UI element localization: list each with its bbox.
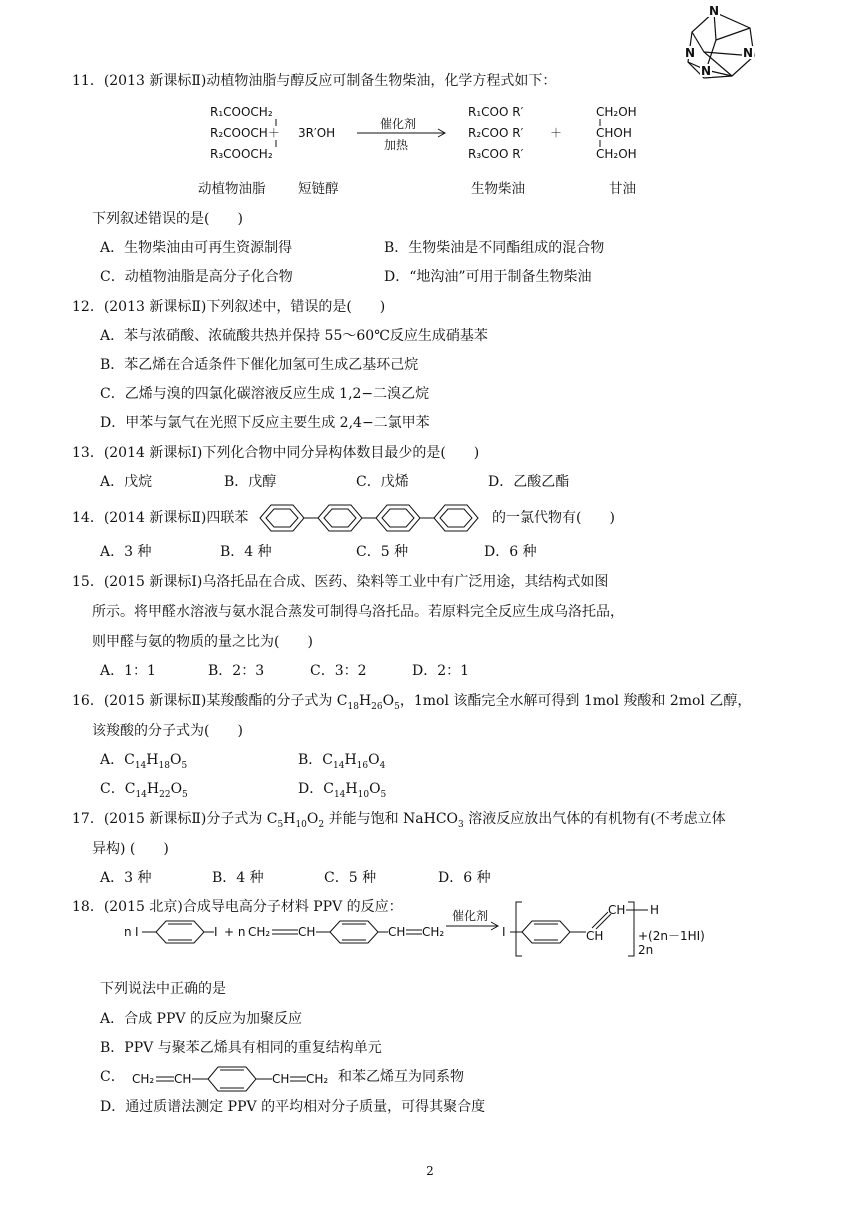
q14-option-d: D．6 种 — [484, 544, 537, 560]
q18-eq-ch-2: CH — [388, 925, 406, 939]
q12-option-a: A．苯与浓硝酸、浓硫酸共热并保持 55～60℃反应生成硝基苯 — [100, 328, 488, 344]
q11-glycerol-line-2: CHOH — [596, 126, 632, 140]
q17-option-a: A．3 种 — [100, 870, 152, 886]
q18-eq-ch-1: CH — [298, 925, 316, 939]
hexamine-n-right: N — [743, 46, 754, 60]
q14-stem-prefix: 14．(2014 新课标Ⅱ)四联苯 — [72, 510, 249, 526]
q17-line-2: 异构) ( ) — [92, 841, 169, 857]
q18-eq-plus-n: + n — [224, 925, 246, 939]
q11-option-c: C．动植物油脂是高分子化合物 — [100, 269, 293, 285]
q16-line-1: 16．(2015 新课标Ⅱ)某羧酸酯的分子式为 $C_{18}H_{26}O_5$，1mol 该酯完全水解可得到 1mol 羧酸和 2mol 乙醇， — [72, 693, 752, 712]
q11-option-a: A．生物柴油由可再生资源制得 — [100, 240, 293, 256]
q11-reaction-equation — [200, 100, 660, 172]
q18-option-c-suffix: 和苯乙烯互为同系物 — [338, 1069, 464, 1085]
page-number: 2 — [426, 1164, 434, 1178]
q13-option-d: D．乙酸乙酯 — [488, 474, 570, 490]
q18-option-a: A．合成 PPV 的反应为加聚反应 — [100, 1011, 302, 1027]
hexamine-n-bottom: N — [701, 64, 712, 78]
q18-eq-catalyst: 催化剂 — [452, 909, 489, 923]
q11-option-d: D．“地沟油”可用于制备生物柴油 — [384, 269, 592, 285]
q18-eq-i-right: I — [214, 925, 218, 939]
q17-option-c: C．5 种 — [324, 870, 377, 886]
q18-option-c-letter: C． — [100, 1069, 125, 1085]
q18-eq-ch2-left: CH₂ — [248, 925, 271, 939]
q18-option-c-structure — [128, 1062, 336, 1096]
q18-eq-byproduct: +(2n－1HI) — [638, 929, 705, 943]
q11-caption-fat: 动植物油脂 — [198, 181, 266, 197]
q18-sub-stem: 下列说法中正确的是 — [100, 981, 226, 997]
q11-alcohol: 3R′OH — [298, 126, 336, 140]
q13-option-c: C．戊烯 — [356, 474, 409, 490]
q11-option-b: B．生物柴油是不同酯组成的混合物 — [384, 240, 605, 256]
q13-stem: 13．(2014 新课标Ⅰ)下列化合物中同分异构体数目最少的是( ) — [72, 445, 480, 461]
q18-eq-ch-up: CH — [608, 903, 626, 917]
quaterphenyl-structure — [256, 500, 490, 536]
q11-reactant-line-3: R₃COOCH₂ — [210, 147, 273, 161]
q15-line-2: 所示。将甲醛水溶液与氨水混合蒸发可制得乌洛托品。若原料完全反应生成乌洛托品， — [92, 604, 624, 620]
q15-option-c: C．3：2 — [310, 663, 367, 679]
q11-reactant-line-1: R₁COOCH₂ — [210, 105, 273, 119]
q14-option-a: A．3 种 — [100, 544, 152, 560]
q11-product-line-2: R₂COO R′ — [468, 126, 524, 140]
q15-line-1: 15．(2015 新课标Ⅰ)乌洛托品在合成、医药、染料等工业中有广泛用途，其结构式如图 — [72, 574, 609, 590]
q16-option-a: A．$C_{14}H_{18}O_5$ — [100, 752, 188, 771]
q12-option-d: D．甲苯与氯气在光照下反应主要生成 2,4−二氯甲苯 — [100, 415, 430, 431]
q17-option-d: D．6 种 — [438, 870, 491, 886]
q18-eq-2n: 2n — [638, 943, 654, 957]
q13-option-b: B．戊醇 — [224, 474, 277, 490]
hexamine-n-left: N — [685, 46, 696, 60]
q17-line-1: 17．(2015 新课标Ⅱ)分子式为 $C_5H_{10}O_2$ 并能与饱和 NaHCO$_3$ 溶液反应放出气体的有机物有(不考虑立体 — [72, 811, 726, 830]
q18-eq-ch-down: CH — [586, 929, 604, 943]
q11-stem: 11．(2013 新课标Ⅱ)动植物油脂与醇反应可制备生物柴油，化学方程式如下： — [72, 73, 557, 89]
q11-caption-glycerol: 甘油 — [609, 181, 636, 197]
q15-option-d: D．2：1 — [412, 663, 470, 679]
q18-eq-ch2-right: CH₂ — [422, 925, 445, 939]
q11-product-line-1: R₁COO R′ — [468, 105, 524, 119]
q18-eq-n: n — [124, 925, 132, 939]
q18-eq-i-product: I — [502, 925, 506, 939]
q11-plus: ＋ — [550, 126, 563, 140]
q11-reactant-line-2: R₂COOCH＋ — [210, 126, 280, 140]
q12-stem: 12．(2013 新课标Ⅱ)下列叙述中，错误的是( ) — [72, 299, 386, 315]
q14-option-c: C．5 种 — [356, 544, 409, 560]
hexamine-n-top: N — [709, 4, 720, 18]
q18-optc-ch2-left: CH₂ — [132, 1072, 155, 1086]
q13-option-a: A．戊烷 — [100, 474, 153, 490]
q11-sub-stem: 下列叙述错误的是( ) — [92, 211, 243, 227]
q18-eq-i-left: I — [135, 925, 139, 939]
q18-option-b: B．PPV 与聚苯乙烯具有相同的重复结构单元 — [100, 1040, 382, 1056]
q17-option-b: B．4 种 — [212, 870, 264, 886]
q16-option-b: B．$C_{14}H_{16}O_4$ — [298, 752, 386, 771]
q18-optc-ch-2: CH — [272, 1072, 290, 1086]
q12-option-c: C．乙烯与溴的四氯化碳溶液反应生成 1,2−二溴乙烷 — [100, 386, 430, 402]
q16-option-c: C．$C_{14}H_{22}O_5$ — [100, 781, 188, 800]
q18-ppv-reaction-equation — [118, 896, 728, 962]
q14-option-b: B．4 种 — [220, 544, 272, 560]
q15-line-3: 则甲醛与氨的物质的量之比为( ) — [92, 634, 313, 650]
q16-option-d: D．$C_{14}H_{10}O_5$ — [298, 781, 387, 800]
q11-catalyst: 催化剂 — [380, 117, 417, 131]
q11-product-line-3: R₃COO R′ — [468, 147, 524, 161]
q16-line-2: 该羧酸的分子式为( ) — [92, 723, 243, 739]
q11-glycerol-line-1: CH₂OH — [596, 105, 637, 119]
q12-option-b: B．苯乙烯在合适条件下催化加氢可生成乙基环己烷 — [100, 357, 419, 373]
q18-option-d: D．通过质谱法测定 PPV 的平均相对分子质量，可得其聚合度 — [100, 1099, 486, 1115]
q18-optc-ch-1: CH — [174, 1072, 192, 1086]
q18-stem: 18．(2015 北京)合成导电高分子材料 PPV 的反应： — [72, 899, 403, 915]
q11-caption-alcohol: 短链醇 — [298, 181, 339, 197]
q11-glycerol-line-3: CH₂OH — [596, 147, 637, 161]
q15-option-b: B．2：3 — [208, 663, 265, 679]
q11-condition: 加热 — [384, 138, 409, 152]
q15-option-a: A．1：1 — [100, 663, 156, 679]
q18-eq-h: H — [650, 903, 660, 917]
hexamine-structure-diagram — [670, 0, 770, 92]
q18-optc-ch2-right: CH₂ — [306, 1072, 329, 1086]
q14-stem-suffix: 的一氯代物有( ) — [492, 510, 615, 526]
q11-caption-biodiesel: 生物柴油 — [471, 181, 525, 197]
